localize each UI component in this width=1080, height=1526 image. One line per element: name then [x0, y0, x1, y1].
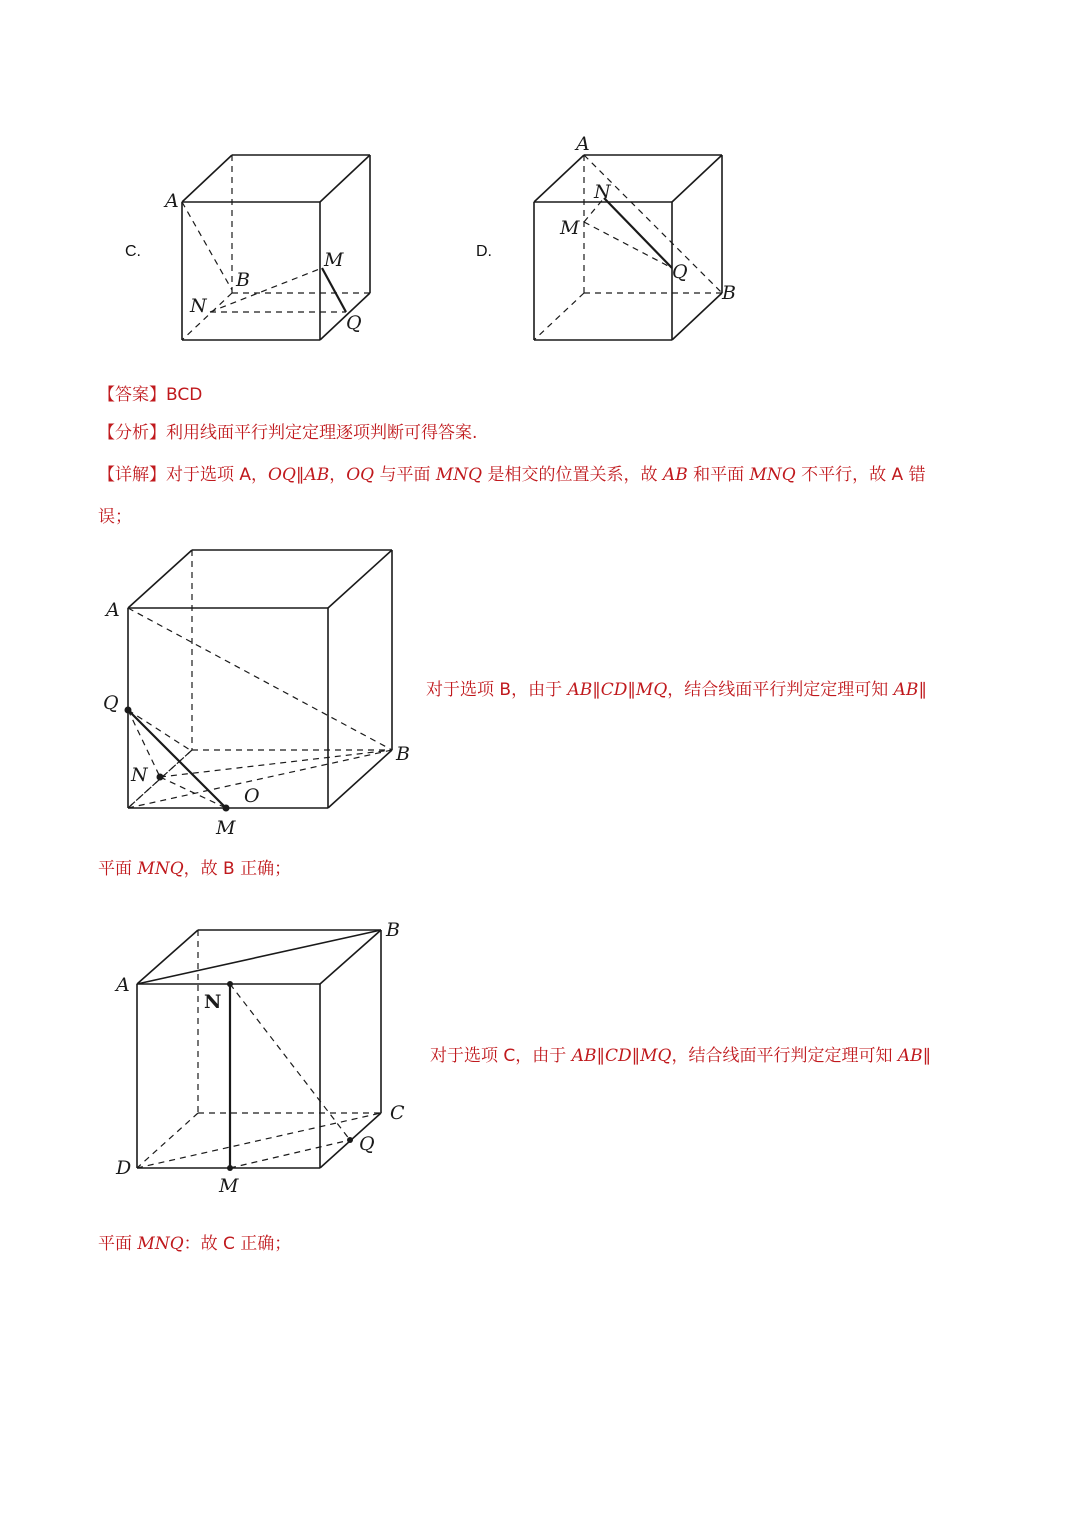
label-b: B [236, 269, 250, 291]
label-b: B [722, 282, 736, 304]
parallel-symbol: ∥ [295, 465, 305, 485]
label-m: M [324, 249, 344, 271]
math-mnq: MNQ [435, 465, 483, 485]
analysis-tag: 【分析】 [98, 423, 166, 443]
answer-text: BCD [166, 385, 203, 405]
detail-text: 与平面 [374, 465, 436, 485]
detail-text: 和平面 [687, 465, 750, 485]
text: ，故 B 正确； [183, 859, 292, 879]
math-mq: MQ [640, 1046, 672, 1066]
label-c: C [390, 1102, 405, 1124]
text: 对于选项 C，由于 [430, 1046, 572, 1066]
math-cd: CD [600, 680, 628, 700]
label-o: O [244, 785, 260, 807]
parallel-symbol: ∥ [922, 1046, 932, 1066]
text: 平面 [98, 1234, 138, 1254]
label-a: A [116, 974, 130, 996]
math-oq: OQ [268, 465, 296, 485]
option-c-explanation [430, 1048, 931, 1065]
label-m: M [219, 1175, 239, 1197]
text: ，结合线面平行判定定理可知 [667, 680, 894, 700]
text: 平面 [98, 859, 138, 879]
analysis-text: 利用线面平行判定定理逐项判断可得答案. [166, 423, 478, 443]
point-n [227, 981, 233, 987]
label-a: A [165, 190, 179, 212]
label-n: N [204, 991, 222, 1013]
detail-line-wrap: 误； [98, 507, 132, 527]
label-a: A [576, 133, 590, 155]
detail-text: 是相交的位置关系，故 [482, 465, 663, 485]
detail-text: 不平行，故 A 错 [795, 465, 926, 485]
math-mnq: MNQ [137, 859, 184, 879]
parallel-symbol: ∥ [596, 1046, 605, 1066]
label-n: N [131, 764, 148, 786]
math-cd: CD [604, 1046, 632, 1066]
option-d-label: D. [476, 243, 492, 260]
label-q: Q [346, 312, 362, 334]
math-mnq: MNQ [749, 465, 796, 485]
label-q: Q [672, 261, 688, 283]
option-c-label: C. [125, 243, 141, 260]
parallel-symbol: ∥ [631, 1046, 641, 1066]
detail-text: ， [329, 465, 347, 485]
math-ab: AB [571, 1046, 597, 1066]
option-c-conclusion [98, 1236, 291, 1253]
answer-tag: 【答案】 [98, 385, 166, 405]
math-ab: AB [897, 1046, 923, 1066]
point-q [347, 1137, 353, 1143]
label-b: B [396, 743, 410, 765]
parallel-symbol: ∥ [918, 680, 927, 700]
detail-tag: 【详解】 [98, 465, 166, 485]
math-ab: AB [304, 465, 330, 485]
math-mnq: MNQ [137, 1234, 184, 1254]
label-q: Q [103, 692, 119, 714]
math-ab: AB [893, 680, 919, 700]
label-q: Q [359, 1133, 375, 1155]
text: 对于选项 B，由于 [426, 680, 568, 700]
label-d: D [116, 1157, 132, 1179]
text: ，结合线面平行判定定理可知 [671, 1046, 898, 1066]
parallel-symbol: ∥ [627, 680, 636, 700]
math-ab: AB [662, 465, 688, 485]
point-m [227, 1165, 233, 1171]
parallel-symbol: ∥ [592, 680, 601, 700]
math-mq: MQ [635, 680, 668, 700]
math-oq: OQ [346, 465, 375, 485]
math-ab: AB [567, 680, 593, 700]
label-n: N [594, 181, 611, 203]
text: ：故 C 正确； [183, 1234, 292, 1254]
label-n: N [190, 295, 207, 317]
detail-text: 对于选项 A， [166, 465, 269, 485]
label-a: A [106, 599, 120, 621]
label-m: M [216, 817, 236, 839]
label-b: B [386, 919, 400, 941]
label-m: M [560, 217, 580, 239]
